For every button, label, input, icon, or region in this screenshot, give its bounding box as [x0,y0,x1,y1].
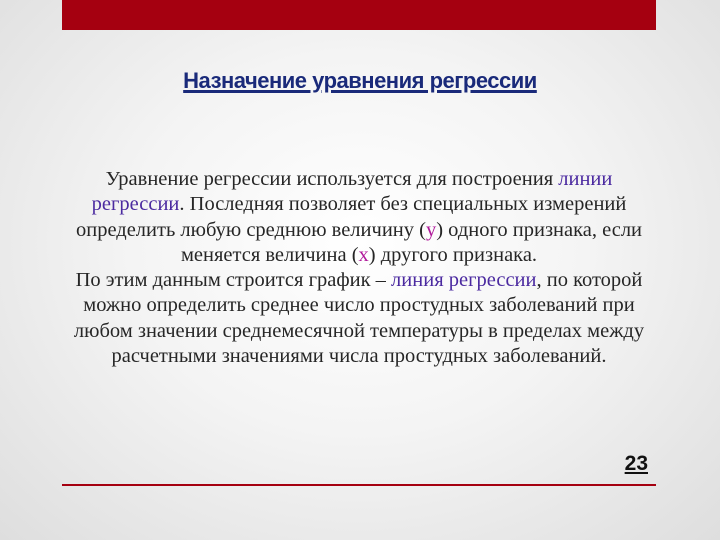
page-number: 23 [624,452,648,475]
p1-text-middle1: . Последняя позволяет без специальных измерений определить любую среднюю величину ( [75,193,627,241]
p1-text-after: ) другого признака. [368,243,538,266]
slide-title: Назначение уравнения регрессии [183,68,537,93]
p1-variable-x: х [358,243,369,266]
bottom-divider [62,484,656,486]
p2-text-before: По этим данным строится график – [75,269,392,292]
paragraph-1 [62,167,656,268]
p1-text-before: Уравнение регрессии используется для построения [105,168,559,190]
p2-text-after: , по которой можно определить среднее число простудных заболеваний при любом значении среднемесячной температуры в пределах между расчетными значениями числа простудных заболеваний. [73,269,645,368]
p2-term-regression-line: линия регрессии [391,269,537,292]
p1-text-middle2: ) одного признака, если меняется величина ( [180,218,643,266]
top-accent-bar [62,0,656,30]
p1-variable-y: у [425,218,437,241]
slide-body [62,167,656,369]
p1-term-regression-line: линии регрессии [91,168,613,216]
paragraph-2 [62,268,656,369]
